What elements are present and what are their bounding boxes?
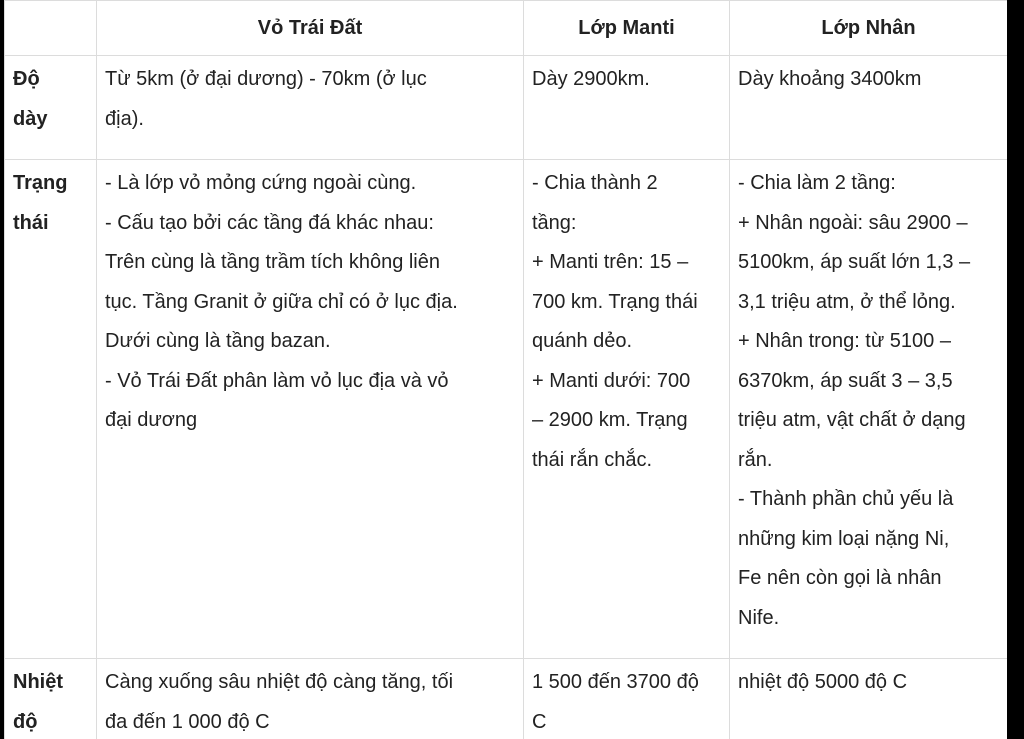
cell-line: - Cấu tạo bởi các tầng đá khác nhau: bbox=[105, 211, 434, 234]
cell-line: triệu atm, vật chất ở dạng bbox=[738, 409, 966, 431]
cell-line: + Manti trên: 15 – bbox=[532, 251, 689, 273]
cell-line: Fe nên còn gọi là nhân bbox=[738, 567, 942, 589]
cell-line: – 2900 km. Trạng bbox=[532, 409, 688, 431]
table-row-temperature bbox=[5, 659, 1008, 739]
cell-line: 6370km, áp suất 3 – 3,5 bbox=[738, 369, 953, 392]
cell-line: rắn. bbox=[738, 448, 773, 471]
cell-crust-temperature bbox=[97, 659, 524, 739]
cell-core-thickness bbox=[730, 56, 1008, 160]
cell-line: đại dương bbox=[105, 409, 198, 431]
cell-line: Từ 5km (ở đại dương) - 70km (ở lục bbox=[105, 68, 427, 90]
cell-core-temperature bbox=[730, 659, 1008, 739]
cell-line: Dày 2900km. bbox=[532, 68, 650, 90]
table-row-thickness bbox=[5, 56, 1008, 160]
cell-line: đa đến 1 000 độ C bbox=[105, 710, 270, 733]
row-label-thickness bbox=[5, 56, 97, 160]
cell-crust-state bbox=[97, 160, 524, 659]
row-label-line: thái bbox=[13, 211, 49, 234]
table-row-state bbox=[5, 160, 1008, 659]
cell-line: Dưới cùng là tầng bazan. bbox=[105, 330, 331, 352]
earth-layers-table bbox=[4, 0, 1007, 739]
cell-line: Càng xuống sâu nhiệt độ càng tăng, tối bbox=[105, 671, 454, 693]
cell-core-state bbox=[730, 160, 1008, 659]
cell-line: Nife. bbox=[738, 606, 780, 629]
header-core: Lớp Nhân bbox=[730, 1, 1008, 56]
cell-line: địa). bbox=[105, 107, 144, 130]
header-mantle: Lớp Manti bbox=[524, 1, 730, 56]
cell-line: quánh dẻo. bbox=[532, 330, 633, 352]
cell-mantle-thickness bbox=[524, 56, 730, 160]
cell-crust-thickness bbox=[97, 56, 524, 160]
row-label-line: dày bbox=[13, 107, 48, 130]
header-row bbox=[5, 1, 1008, 56]
cell-line: thái rắn chắc. bbox=[532, 448, 653, 471]
cell-line: C bbox=[532, 710, 547, 733]
cell-line: + Manti dưới: 700 bbox=[532, 369, 691, 392]
header-corner bbox=[5, 1, 97, 56]
cell-line: - Là lớp vỏ mỏng cứng ngoài cùng. bbox=[105, 172, 417, 194]
cell-line: Trên cùng là tầng trầm tích không liên bbox=[105, 251, 440, 273]
cell-line: 700 km. Trạng thái bbox=[532, 290, 698, 313]
row-label-temperature bbox=[5, 659, 97, 739]
cell-line: tầng: bbox=[532, 211, 577, 234]
cell-line: nhiệt độ 5000 độ C bbox=[738, 671, 908, 693]
row-label-line: Trạng bbox=[13, 172, 68, 194]
cell-line: - Thành phần chủ yếu là bbox=[738, 488, 954, 510]
row-label-line: Nhiệt bbox=[13, 671, 63, 693]
cell-line: Dày khoảng 3400km bbox=[738, 68, 922, 90]
cell-mantle-state bbox=[524, 160, 730, 659]
comparison-table-frame bbox=[4, 0, 1007, 739]
row-label-line: độ bbox=[13, 710, 38, 733]
cell-line: 1 500 đến 3700 độ bbox=[532, 671, 699, 693]
cell-line: - Chia làm 2 tầng: bbox=[738, 172, 896, 194]
cell-line: - Vỏ Trái Đất phân làm vỏ lục địa và vỏ bbox=[105, 369, 449, 392]
cell-line: + Nhân trong: từ 5100 – bbox=[738, 330, 951, 352]
cell-line: + Nhân ngoài: sâu 2900 – bbox=[738, 211, 968, 234]
row-label-state bbox=[5, 160, 97, 659]
cell-line: 5100km, áp suất lớn 1,3 – bbox=[738, 251, 971, 273]
header-crust: Vỏ Trái Đất bbox=[97, 1, 524, 56]
row-label-line: Độ bbox=[13, 68, 40, 90]
cell-mantle-temperature bbox=[524, 659, 730, 739]
cell-line: 3,1 triệu atm, ở thể lỏng. bbox=[738, 290, 956, 313]
cell-line: - Chia thành 2 bbox=[532, 172, 658, 194]
cell-line: những kim loại nặng Ni, bbox=[738, 527, 950, 550]
cell-line: tục. Tầng Granit ở giữa chỉ có ở lục địa. bbox=[105, 290, 458, 313]
